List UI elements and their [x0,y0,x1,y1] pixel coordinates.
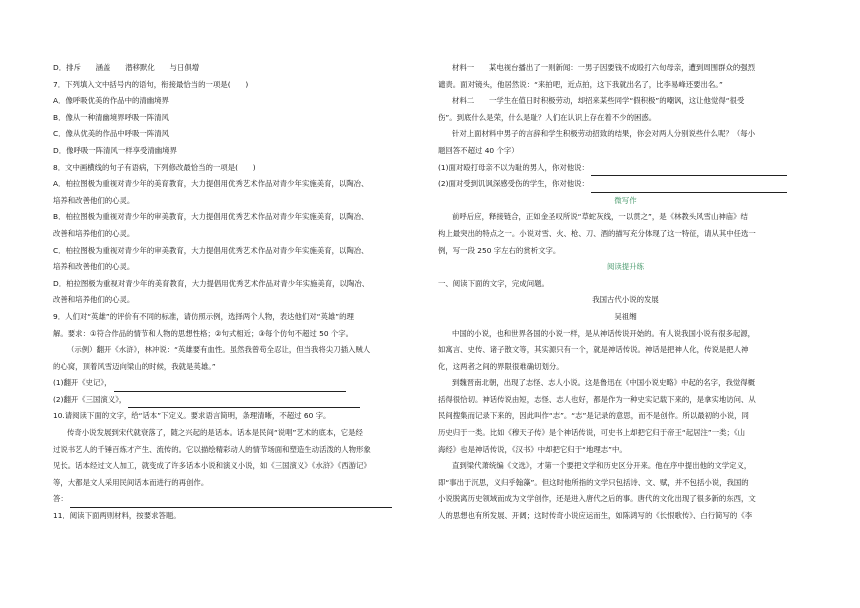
q7-option-a: A．像呼吸优美的作品中的清幽境界 [53,96,169,106]
article-line: 即“事出于沉思，义归乎翰藻”。但这时他所指的文学只包括诗、文、赋，并不包括小说，我国的 [438,477,749,487]
article-title: 我国古代小说的发展 [592,295,659,305]
article-line: 括得很恰切。神话传说由短，志怪、志人也好，都是作为一种史实记载下来的，是拿实地访问、从 [438,394,756,404]
q9-stem-cont: 解。要求：①符合作品的情节和人物的思想性格；②句式相近；③每个仿句不超过 50 个字。 [53,328,354,338]
q11-answer-1[interactable] [438,160,813,177]
article-line: 直到梁代萧统编《文选》，才第一个要把文学和历史区分开来。他在序中提出他的文学定义， [452,461,752,471]
q10-passage-line-3: 见长。话本经过文人加工，就变成了许多话本小说和演义小说，如《三国演义》《水浒》《西游记》 [53,461,371,471]
material-1-cont: 谴责。面对镜头，他居然说：“来拍吧，近点拍，这下我就出名了，比李易峰还要出名。” [438,79,723,89]
q9-answer-2-label: (2)翻开《三国演义》， [53,394,127,404]
article-line: 历史归于一类。比如《穆天子传》是个神话传说，可史书上却把它归于帝王“起居注”一类；《山 [438,428,745,438]
right-column [438,60,813,525]
answer-line[interactable] [591,164,787,176]
article-line: 海经》也是神话传说，《汉书》中却把它归于“地理志”中。 [438,444,627,454]
material-2-cont: 伤”。到底什么是荣，什么是耻？人们在认识上存在着不少的困惑。 [438,112,657,122]
material-1: 材料一 某电视台播出了一则新闻：一男子因要钱不成殴打六旬母亲，遭到周围群众的强烈 [452,63,756,72]
answer-label: 答： [53,494,68,504]
material-2: 材料二 一学生在值日时积极劳动，却招来某些同学“假积极”的嘲讽，这让他觉得“很受 [452,96,745,106]
q9-answer-2[interactable] [53,392,419,409]
q10-stem: 10.请阅读下面的文字，给“话本”下定义。要求语言简明，条理清晰，不超过 60 字。 [53,411,331,421]
article-line: 小说脱离历史领域而成为文学创作，还是进入唐代之后的事。唐代的文化出现了很多新的东西，文 [438,494,756,504]
reading-instruction: 一、阅读下面的文字，完成问题。 [438,278,549,288]
q8-option-d-cont: 改善和培养他们的心灵。 [53,295,135,305]
q10-passage-line-2: 过说书艺人的千锤百炼才产生、流传的。它以描绘精彩动人的情节场面和塑造生动活泼的人物形象 [53,444,371,454]
answer-line[interactable] [128,396,360,408]
q9-example: （示例）翻开《水浒》，林冲说：“英雄要有血性。虽然我曾苟全忍让，但当我将尖刀插入贼人 [67,345,371,355]
q8-option-b-cont: 改善和培养他们的心灵。 [53,228,135,238]
q8-option-a: A．柏拉图极为重视对青少年的美育教育，大力提倡用优秀艺术作品对青少年实施美育，以陶冶、 [53,179,369,189]
article-line: 民间搜集而记录下来的，因此叫作“志”。“志”是记录的意思，而不是创作。所以最初的小说，同 [438,411,749,421]
q8-option-a-cont: 培养和改善他们的心灵。 [53,195,135,205]
q8-option-d: D．柏拉图极为重视对青少年的美育教育，大力提倡用优秀艺术作品对青少年实施美育，以陶冶、 [53,278,370,288]
q8-stem: 8．文中画横线的句子有语病，下列修改最恰当的一项是( ) [53,162,256,172]
article-line: 人的思想也有所发展、开阔；这时传奇小说应运而生，如陈鸿写的《长恨歌传》、白行简写的《李 [438,511,753,521]
answer-line[interactable] [114,380,346,392]
micro-writing-line-2: 构上最突出的特点之一。小说对雪、火、枪、刀、酒的描写充分体现了这一特征，请从其中任选一 [438,228,756,238]
article-line: 到魏晋南北朝，出现了志怪、志人小说。这是鲁迅在《中国小说史略》中起的名字，我觉得概 [452,378,756,388]
q7-stem: 7．下列填入文中括号内的语句，衔接最恰当的一项是( ) [53,79,249,89]
q8-option-c-cont: 培养和改善他们的心灵。 [53,262,135,272]
q9-stem: 9．人们对“英雄”的评价有不同的标准，请仿照示例，选择两个人物，表达他们对“英雄”的理 [53,311,354,321]
article-line: 化，这两者之间的界限很难确切划分。 [438,361,564,371]
q9-answer-1-label: (1)翻开《史记》， [53,378,112,388]
q6-option-d: D．排斥 涵盖 潜移默化 与日俱增 [53,63,200,72]
q8-option-c: C．柏拉图极为重视对青少年的审美教育，大力提倡用优秀艺术作品对青少年实施美育，以陶冶、 [53,245,369,255]
q11-prompt-cont: 题回答不超过 40 个字） [438,145,519,155]
micro-writing-line-1: 前呼后应，释接链合，正如金圣叹所说“草蛇灰线，一以贯之”，是《林教头风雪山神庙》结 [452,212,748,222]
section-heading-reading: 阅读提升练 [607,262,644,272]
q11-answer-2[interactable] [438,176,813,193]
q10-passage-line-4: 等，大都是文人采用民间话本而进行的再创作。 [53,477,209,487]
q8-option-b: B．柏拉图极为重视对青少年的审美教育，大力提倡用优秀艺术作品对青少年实施美育，以陶冶、 [53,212,369,222]
q10-answer[interactable] [53,491,419,508]
q11-answer-1-label: (1)面对殴打母亲不以为耻的男人，你对他说： [438,162,589,172]
section-heading-micro-writing: 微写作 [614,195,637,205]
article-author: 吴祖缃 [614,311,637,321]
q7-option-d: D．像呼吸一阵清风一样享受清幽境界 [53,145,177,155]
q11-answer-2-label: (2)面对受到讥讽深感受伤的学生，你对他说： [438,179,589,189]
q7-option-b: B．像从一种清幽境界呼吸一阵清风 [53,112,169,122]
answer-line[interactable] [70,496,392,508]
left-column [53,60,419,525]
article-line: 中国的小说，也和世界各国的小说一样，是从神话传说开始的。有人说我国小说有很多起源， [452,328,756,338]
answer-line[interactable] [591,181,787,193]
q9-answer-1[interactable] [53,375,419,392]
q10-passage-line-1: 传奇小说发展到宋代就衰落了，随之兴起的是话本。话本是民间“说唱”艺术的底本，它是经 [67,428,363,438]
q11-prompt: 针对上面材料中男子的言辞和学生积极劳动招致的结果，你会对两人分别说些什么呢？（每小 [452,129,756,139]
article-line: 如寓言、史传、诸子散文等，其实源只有一个，就是神话传说。神话是把神人化，传说是把人神 [438,345,749,355]
micro-writing-line-3: 例，写一段 250 字左右的赏析文字。 [438,245,561,255]
q7-option-c: C．像从优美的作品中呼吸一阵清风 [53,129,170,139]
q9-example-cont: 的心窝，顶着风雪迈向梁山的时候，我就是英雄。” [53,361,216,371]
q11-stem: 11．阅读下面两则材料，按要求答题。 [53,511,181,521]
